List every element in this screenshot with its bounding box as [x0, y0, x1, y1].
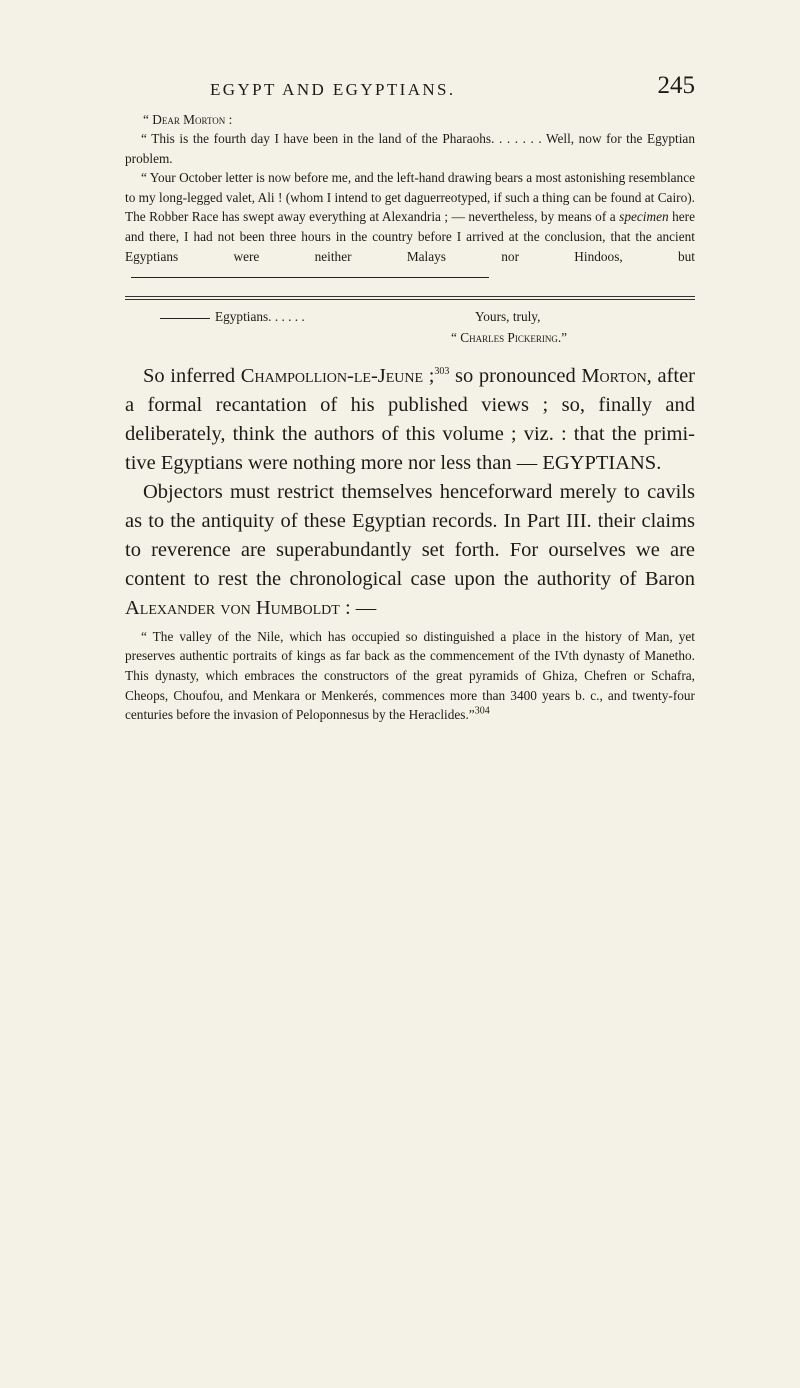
running-title: EGYPT AND EGYPTIANS. [210, 80, 456, 99]
body-text: so pronounced [449, 364, 582, 387]
letter-text: “ Your October letter is now before me, and the left-hand drawing bears a most astonishing resemblance to my long-legged valet, Ali ! (whom I intend to get daguerreotyped, if such a thing can be found at Cairo). The Robber Race has swept away everything at Alexandria ; — nevertheless, by means of a [125, 170, 695, 225]
signature: “ Charles Pickering.” [451, 329, 568, 345]
signoff-right: Yours, truly, [475, 308, 541, 324]
signoff-left: Egyptians. . . . . . [215, 308, 305, 324]
body-text: : — [339, 596, 377, 619]
author-name: Alexander von Humboldt [125, 596, 340, 619]
body-text: So inferred [143, 364, 241, 387]
page [125, 70, 695, 725]
body-paragraph [125, 362, 695, 623]
dash-rule [131, 277, 489, 278]
double-rule [125, 296, 695, 300]
italic-word: specimen [619, 209, 669, 225]
footnote-ref: 304 [474, 705, 490, 717]
letter-salutation: “ Dear Morton : [143, 112, 233, 127]
footnote-ref: 303 [434, 365, 450, 377]
body-text: after a formal recantation of his published views ; so, finally and deliberately, think the authors of this volume ; viz. : that the primitive Egyptians were nothing more nor less than — EGYPTIANS. [125, 364, 695, 474]
page-header [125, 70, 695, 110]
letter-paragraph-1: “ This is the fourth day I have been in the land of the Pharaohs. . . . . . . Well, now for the Egyptian problem. [125, 131, 695, 166]
letter [125, 110, 695, 354]
page-number: 245 [657, 72, 695, 99]
author-name: Morton, [581, 364, 652, 387]
letter-signoff [125, 306, 695, 354]
author-name: Champollion-le-Jeune ; [240, 364, 435, 387]
letter-text: here and there, I had not been three hours in the country before I arrived at the conclusion, that the ancient Egyptians were neither Malays nor Hindoos, but [125, 209, 695, 264]
quotation-text: “ The valley of the Nile, which has occupied so distinguished a place in the history of Man, yet preserves authentic portraits of kings as far back as the commencement of the IVth dynasty of Manetho. This dynasty, which embraces the constructors of the great pyramids of Ghiza, Chefren or Schafra, Cheops, Choufou, and Menkara or Menkerés, commences more than 3400 years b. c., and twenty-four centuries before the invasion of Peloponnesus by the Heraclides.” [125, 628, 695, 723]
letter-paragraph-2 [125, 168, 695, 286]
quotation [125, 627, 695, 725]
dash-rule [160, 318, 210, 319]
body-text: Objectors must restrict themselves henceforward merely to cavils as to the antiquity of these Egyptian records. In Part III. their claims to reverence are superabundantly set forth. For ourselves we are content to rest the chronological case upon the authority of Baron [125, 480, 695, 590]
